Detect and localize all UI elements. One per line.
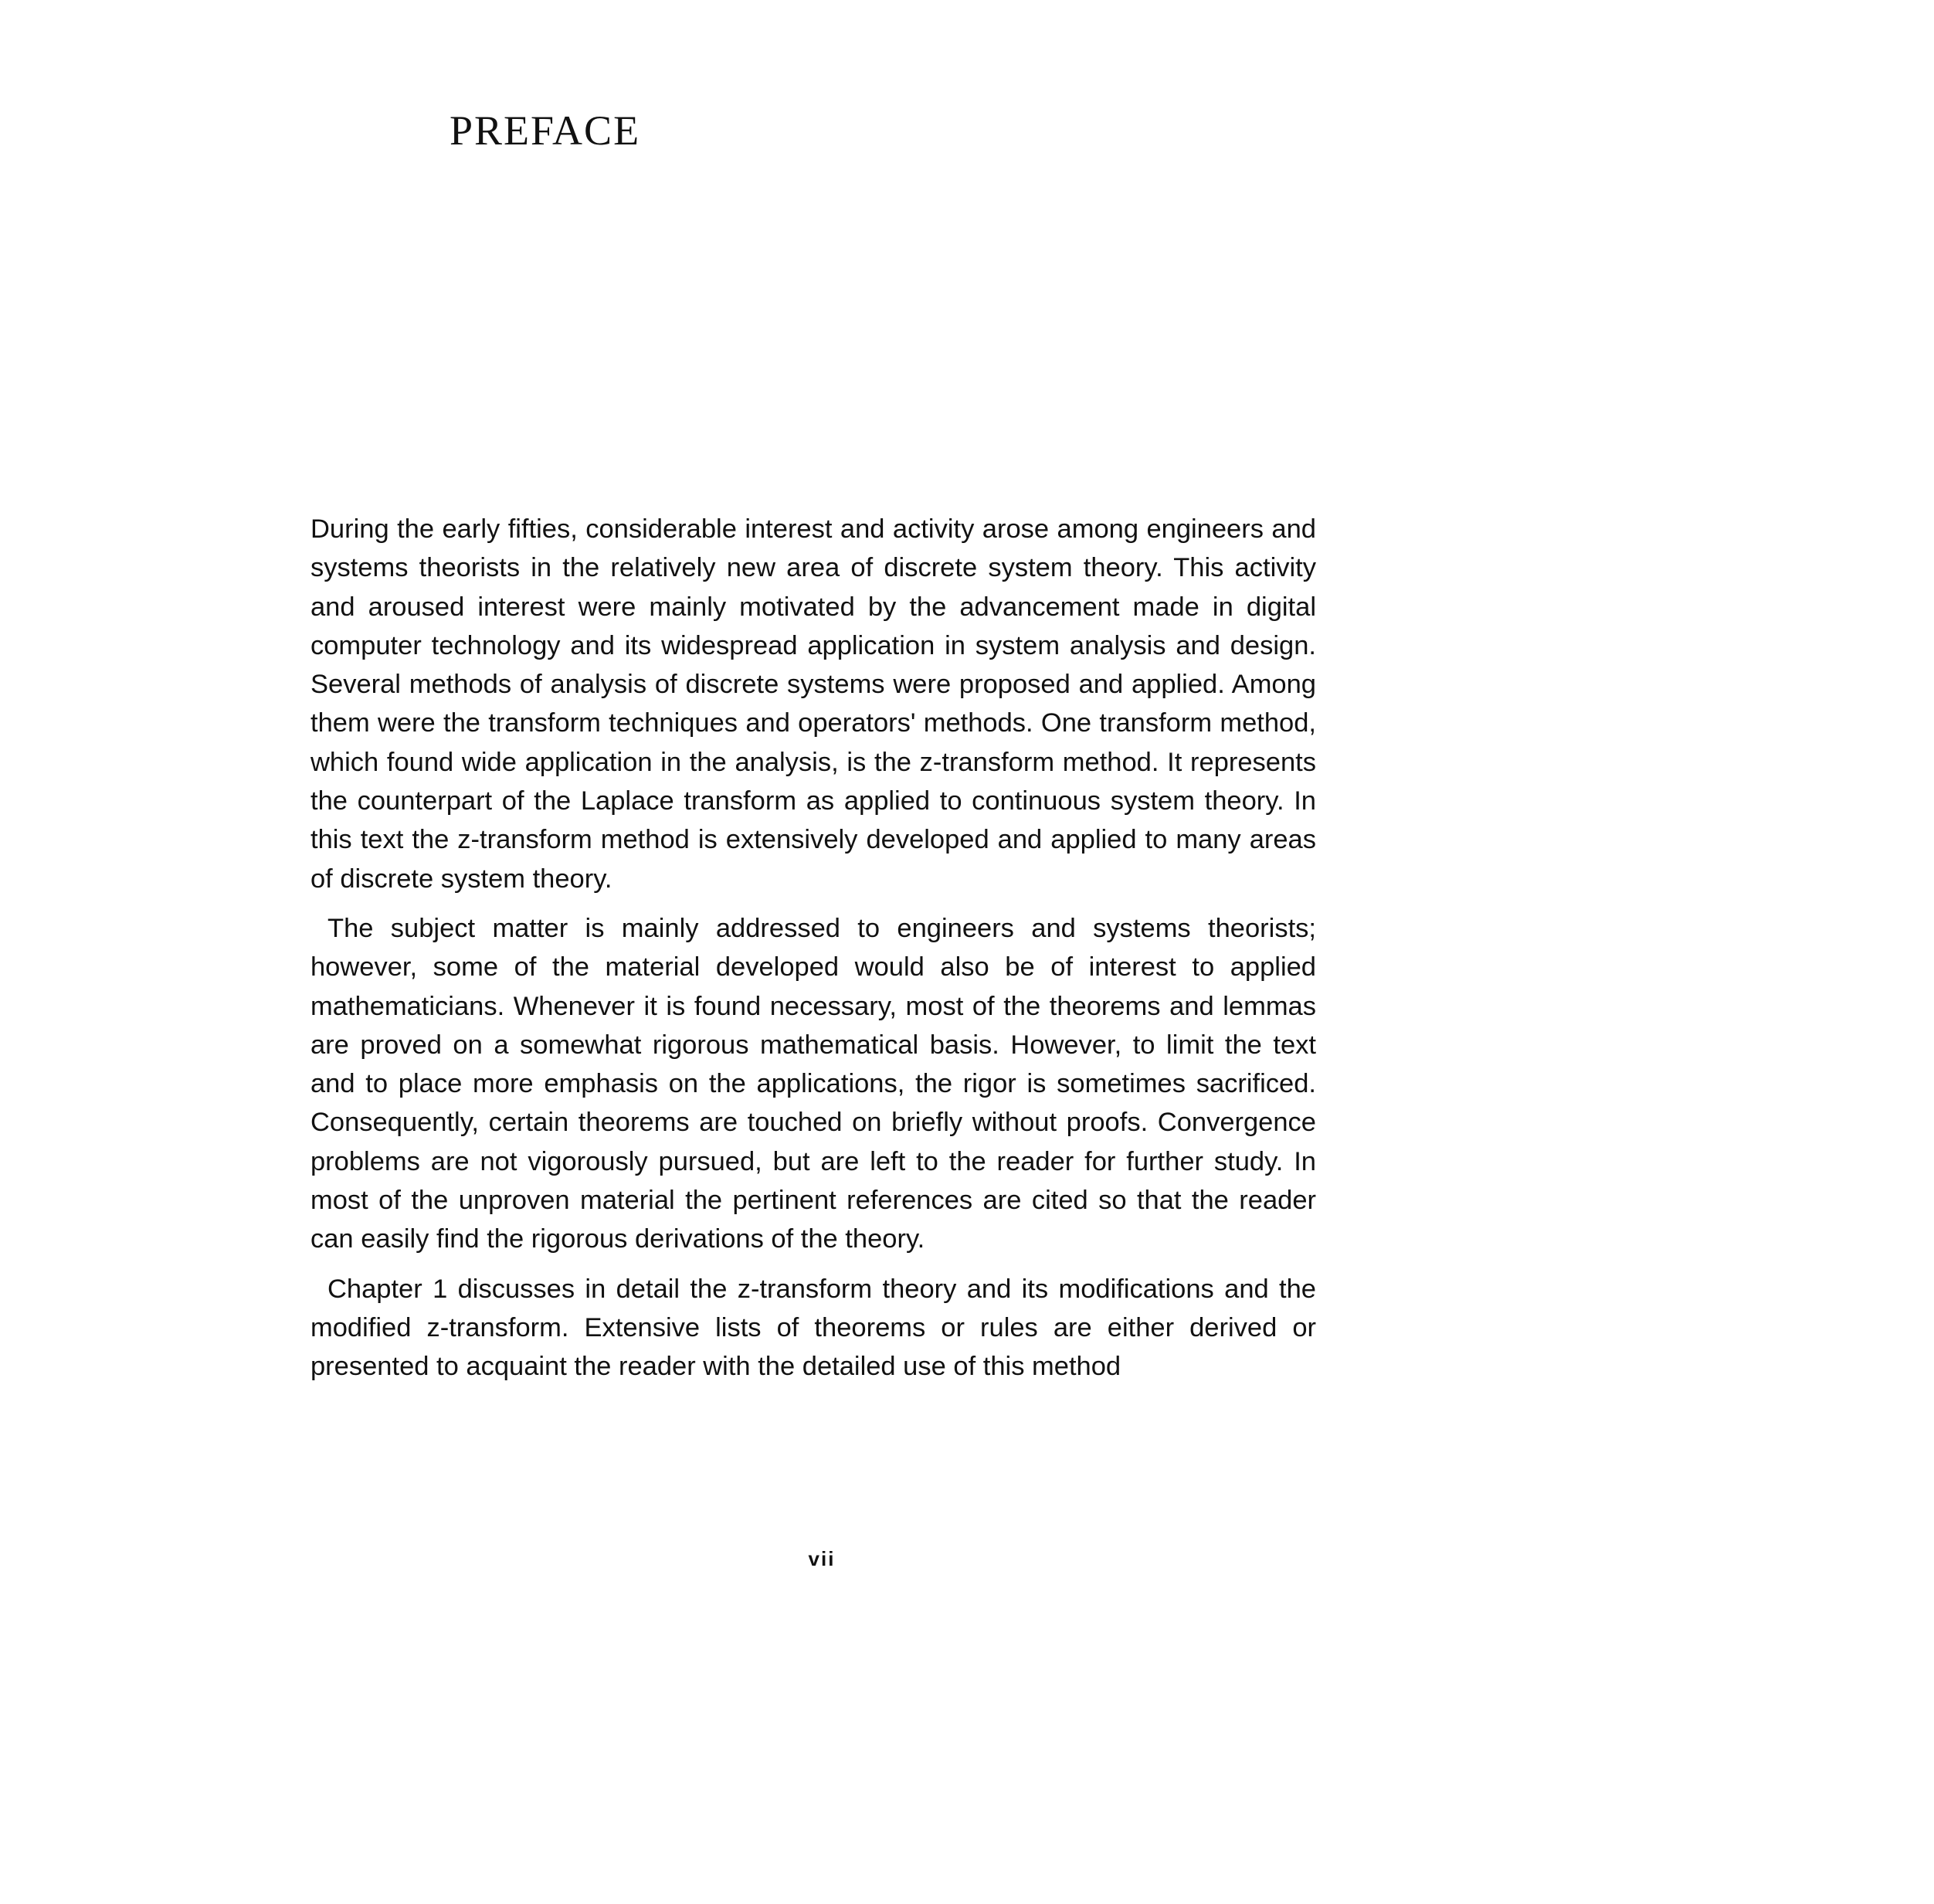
body-text [310,510,1316,1397]
page-title: PREFACE [450,107,641,154]
paragraph-1: During the early fifties, considerable interest and activity arose among engineers and systems theorists in the relatively new area of discrete system theory. This activity and aroused interest were mainly motivated by the advancement made in digital computer technology and its widespread application in system analysis and design. Several methods of analysis of discrete systems were proposed and applied. Among them were the transform techniques and operators' methods. One transform method, which found wide application in the analysis, is the z-transform method. It represents the counterpart of the Laplace transform as applied to continuous system theory. In this text the z-transform method is extensively developed and applied to many areas of discrete system theory. [310,514,1316,894]
paragraph-3: Chapter 1 discusses in detail the z-transform theory and its modifications and the modified z-transform. Extensive lists of theorems or rules are either derived or presented to acquaint the reader with the detailed use of this method [310,1274,1316,1382]
page-number: vii [808,1547,836,1570]
paragraph-2: The subject matter is mainly addressed to engineers and systems theorists; however, some of the material developed would also be of interest to applied mathematicians. Whenever it is found necessary, most of the theorems and lemmas are proved on a somewhat rigorous mathematical basis. However, to limit the text and to place more emphasis on the applications, the rigor is sometimes sacrificed. Consequently, certain theorems are touched on briefly without proofs. Convergence problems are not vigorously pursued, but are left to the reader for further study. In most of the unproven material the pertinent references are cited so that the reader can easily find the rigorous derivations of the theory. [310,913,1316,1254]
